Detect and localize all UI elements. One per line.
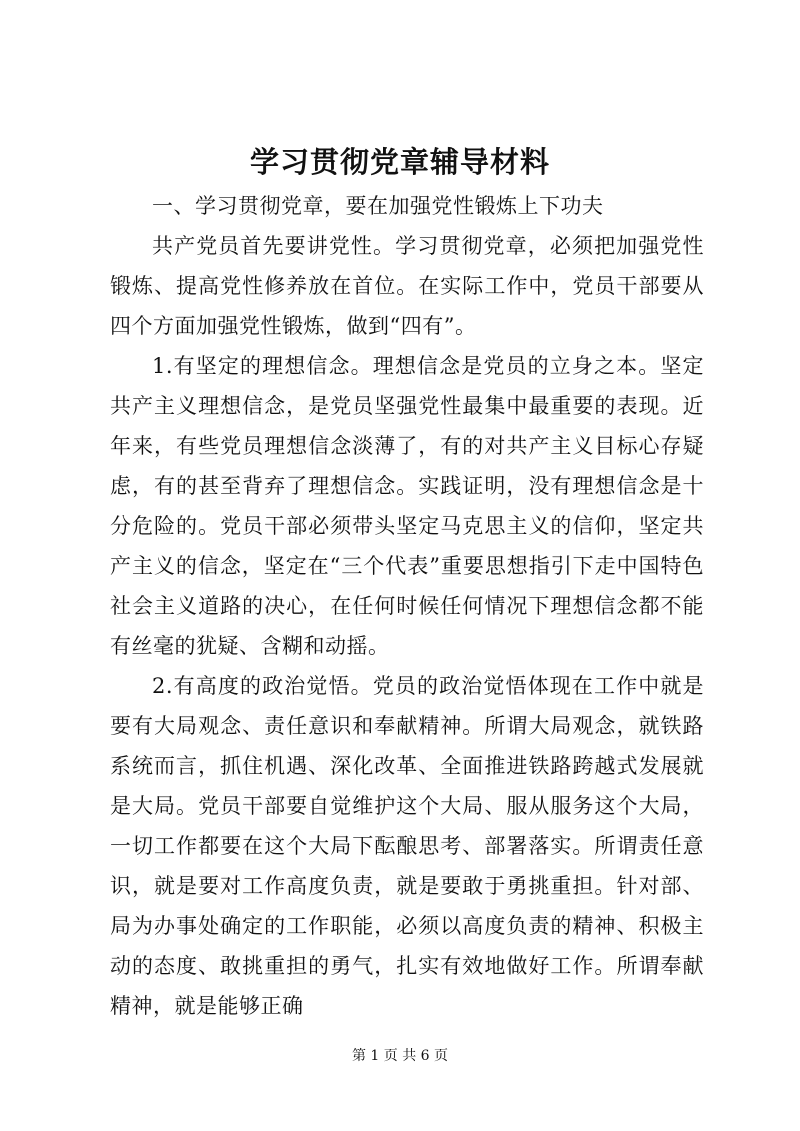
paragraph-intro: 共产党员首先要讲党性。学习贯彻党章，必须把加强党性锻炼、提高党性修养放在首位。在实际工作中，党员干部要从四个方面加强党性锻炼，做到“四有”。: [110, 234, 704, 338]
paragraph-point-1: 1.有坚定的理想信念。理想信念是党员的立身之本。坚定共产主义理想信念，是党员坚强党性最集中最重要的表现。近年来，有些党员理想信念淡薄了，有的对共产主义目标心存疑虑，有的甚至背弃了理想信念。实践证明，没有理想信念是十分危险的。党员干部必须带头坚定马克思主义的信仰，坚定共产主义的信念，坚定在“三个代表”重要思想指引下走中国特色社会主义道路的决心，在任何时候任何情况下理想信念都不能有丝毫的犹疑、含糊和动摇。: [110, 354, 704, 658]
paragraph-point-2: 2.有高度的政治觉悟。党员的政治觉悟体现在工作中就是要有大局观念、责任意识和奉献精神。所谓大局观念，就铁路系统而言，抓住机遇、深化改革、全面推进铁路跨越式发展就是大局。党员干部要自觉维护这个大局、服从服务这个大局，一切工作都要在这个大局下酝酿思考、部署落实。所谓责任意识，就是要对工作高度负责，就是要敢于勇挑重担。针对部、局为办事处确定的工作职能，必须以高度负责的精神、积极主动的态度、敢挑重担的勇气，扎实有效地做好工作。所谓奉献精神，就是能够正确: [110, 674, 704, 1018]
document-body: [110, 186, 704, 1026]
page-footer: 第 1 页 共 6 页: [351, 1048, 449, 1064]
document-title: 学习贯彻党章辅导材料: [249, 145, 550, 179]
section-heading: 一、学习贯彻党章，要在加强党性锻炼上下功夫: [152, 194, 604, 218]
